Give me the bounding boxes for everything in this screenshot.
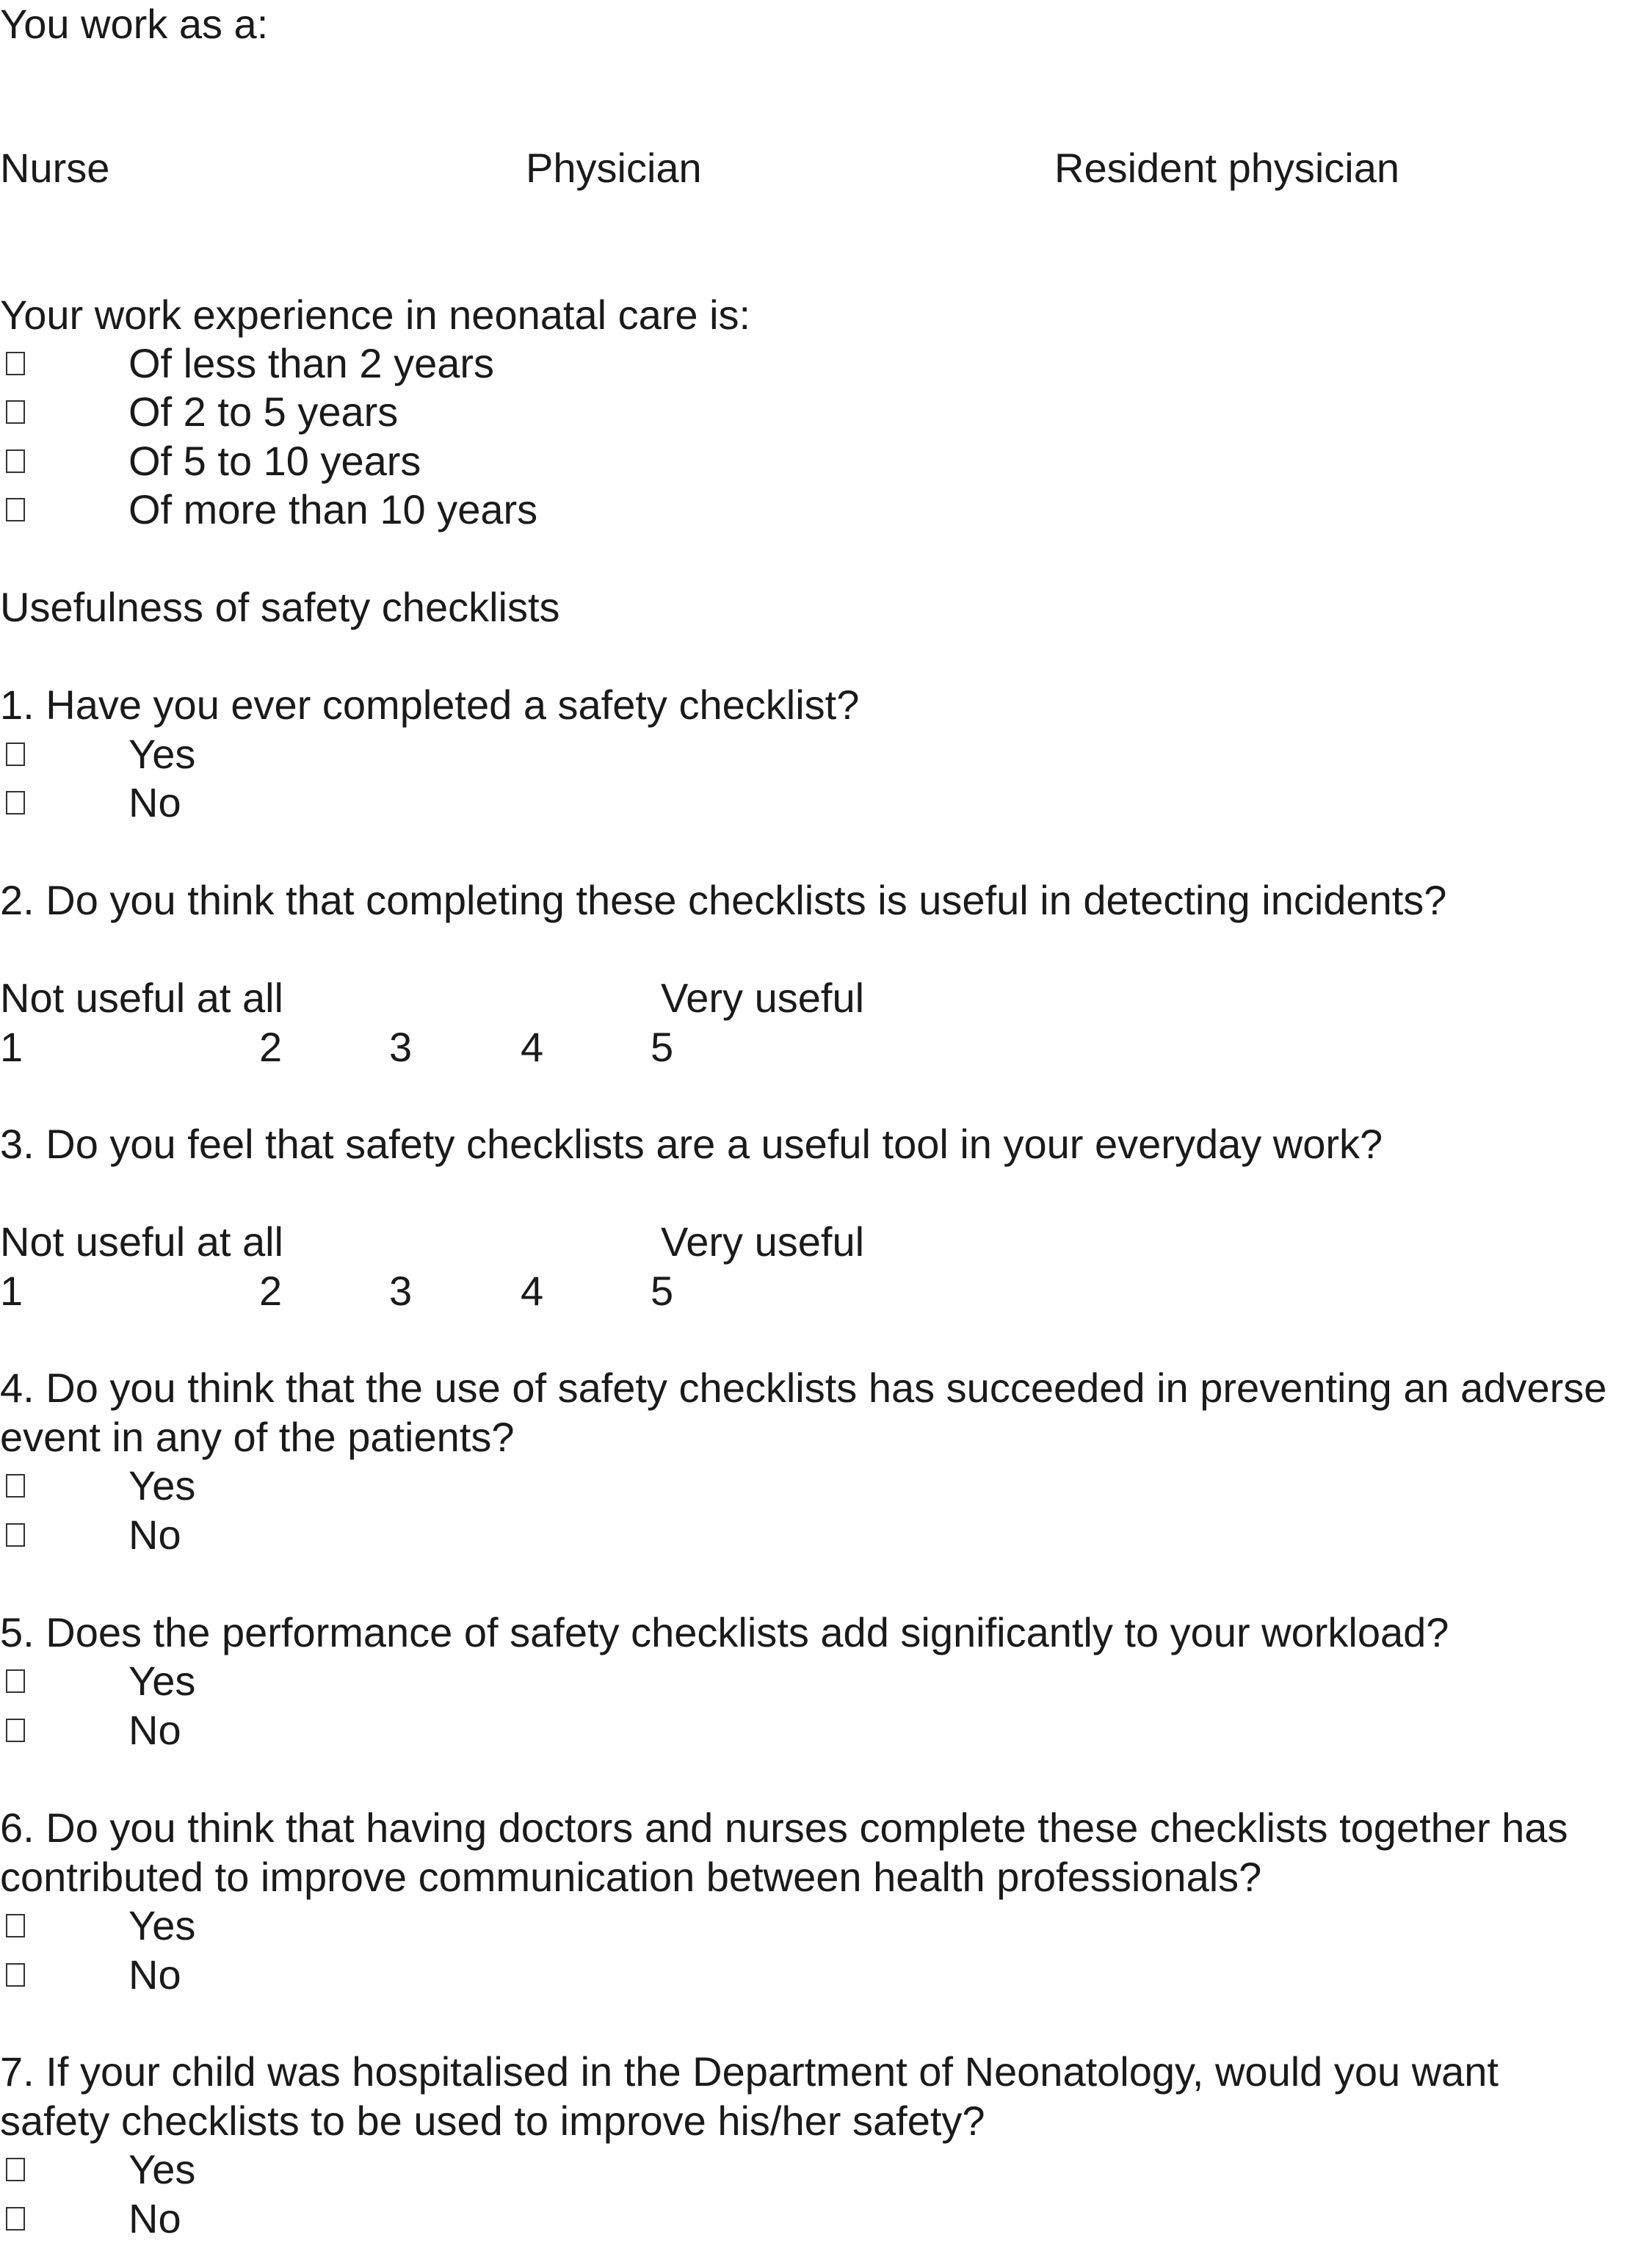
- option-physician[interactable]: Physician: [526, 145, 702, 191]
- q7-no-label: No: [128, 2195, 181, 2242]
- q7-no-checkbox[interactable]: [6, 2207, 25, 2230]
- q2-scale-5[interactable]: 5: [651, 1024, 674, 1070]
- q1-no-checkbox[interactable]: [6, 791, 25, 814]
- q3-scale-high-label: Very useful: [661, 1218, 865, 1265]
- q2-scale-high-label: Very useful: [661, 975, 865, 1021]
- option-nurse[interactable]: Nurse: [0, 145, 110, 191]
- q5-yes-label: Yes: [128, 1658, 196, 1704]
- q5-no-label: No: [128, 1707, 181, 1753]
- q3-scale-5[interactable]: 5: [651, 1268, 674, 1314]
- q2-scale-2[interactable]: 2: [259, 1024, 283, 1070]
- q3-scale-2[interactable]: 2: [259, 1268, 283, 1314]
- q3-scale-1[interactable]: 1: [0, 1268, 23, 1314]
- q2-scale-1[interactable]: 1: [0, 1024, 23, 1070]
- q1-yes-label: Yes: [128, 731, 196, 777]
- q3-scale-4[interactable]: 4: [521, 1268, 544, 1314]
- q6-yes-label: Yes: [128, 1902, 196, 1948]
- experience-option-label: Of 2 to 5 years: [128, 389, 399, 435]
- q5-no-checkbox[interactable]: [6, 1719, 25, 1742]
- q1-no-label: No: [128, 779, 181, 826]
- q4-no-checkbox[interactable]: [6, 1523, 25, 1547]
- q5-yes-checkbox[interactable]: [6, 1669, 25, 1693]
- experience-checkbox-2[interactable]: [6, 400, 25, 424]
- question-3: 3. Do you feel that safety checklists are a useful tool in your everyday work?: [0, 1121, 1383, 1167]
- section-title: Usefulness of safety checklists: [0, 584, 560, 630]
- experience-option-label: Of more than 10 years: [128, 486, 538, 532]
- q6-yes-checkbox[interactable]: [6, 1914, 25, 1937]
- experience-question: Your work experience in neonatal care is:: [0, 292, 751, 338]
- question-2: 2. Do you think that completing these checklists is useful in detecting incidents?: [0, 877, 1447, 923]
- q6-no-label: No: [128, 1951, 181, 1998]
- experience-option-label: Of less than 2 years: [128, 340, 495, 386]
- q3-scale-low-label: Not useful at all: [0, 1218, 283, 1265]
- experience-checkbox-1[interactable]: [6, 352, 25, 375]
- q7-yes-label: Yes: [128, 2146, 196, 2192]
- q2-scale-3[interactable]: 3: [389, 1024, 413, 1070]
- q2-scale-4[interactable]: 4: [521, 1024, 544, 1070]
- q6-no-checkbox[interactable]: [6, 1963, 25, 1987]
- q3-scale-3[interactable]: 3: [389, 1268, 413, 1314]
- experience-checkbox-4[interactable]: [6, 498, 25, 521]
- experience-checkbox-3[interactable]: [6, 449, 25, 473]
- experience-option-label: Of 5 to 10 years: [128, 438, 421, 484]
- question-7-line-2: safety checklists to be used to improve his/her safety?: [0, 2098, 985, 2144]
- q1-yes-checkbox[interactable]: [6, 743, 25, 766]
- question-7-line-1: 7. If your child was hospitalised in the Department of Neonatology, would you want: [0, 2048, 1499, 2095]
- q2-scale-low-label: Not useful at all: [0, 975, 283, 1021]
- q4-yes-checkbox[interactable]: [6, 1474, 25, 1498]
- question-6-line-1: 6. Do you think that having doctors and nurses complete these checklists together has: [0, 1805, 1568, 1851]
- question-5: 5. Does the performance of safety checklists add significantly to your workload?: [0, 1609, 1449, 1655]
- question-1: 1. Have you ever completed a safety checklist?: [0, 682, 860, 728]
- question-6-line-2: contributed to improve communication between health professionals?: [0, 1854, 1262, 1900]
- q7-yes-checkbox[interactable]: [6, 2158, 25, 2181]
- question-4-line-1: 4. Do you think that the use of safety checklists has succeeded in preventing an adverse: [0, 1365, 1607, 1411]
- work-as-question: You work as a:: [0, 1, 269, 47]
- q4-yes-label: Yes: [128, 1462, 196, 1509]
- question-4-line-2: event in any of the patients?: [0, 1414, 515, 1460]
- option-resident-physician[interactable]: Resident physician: [1054, 145, 1400, 191]
- q4-no-label: No: [128, 1511, 181, 1558]
